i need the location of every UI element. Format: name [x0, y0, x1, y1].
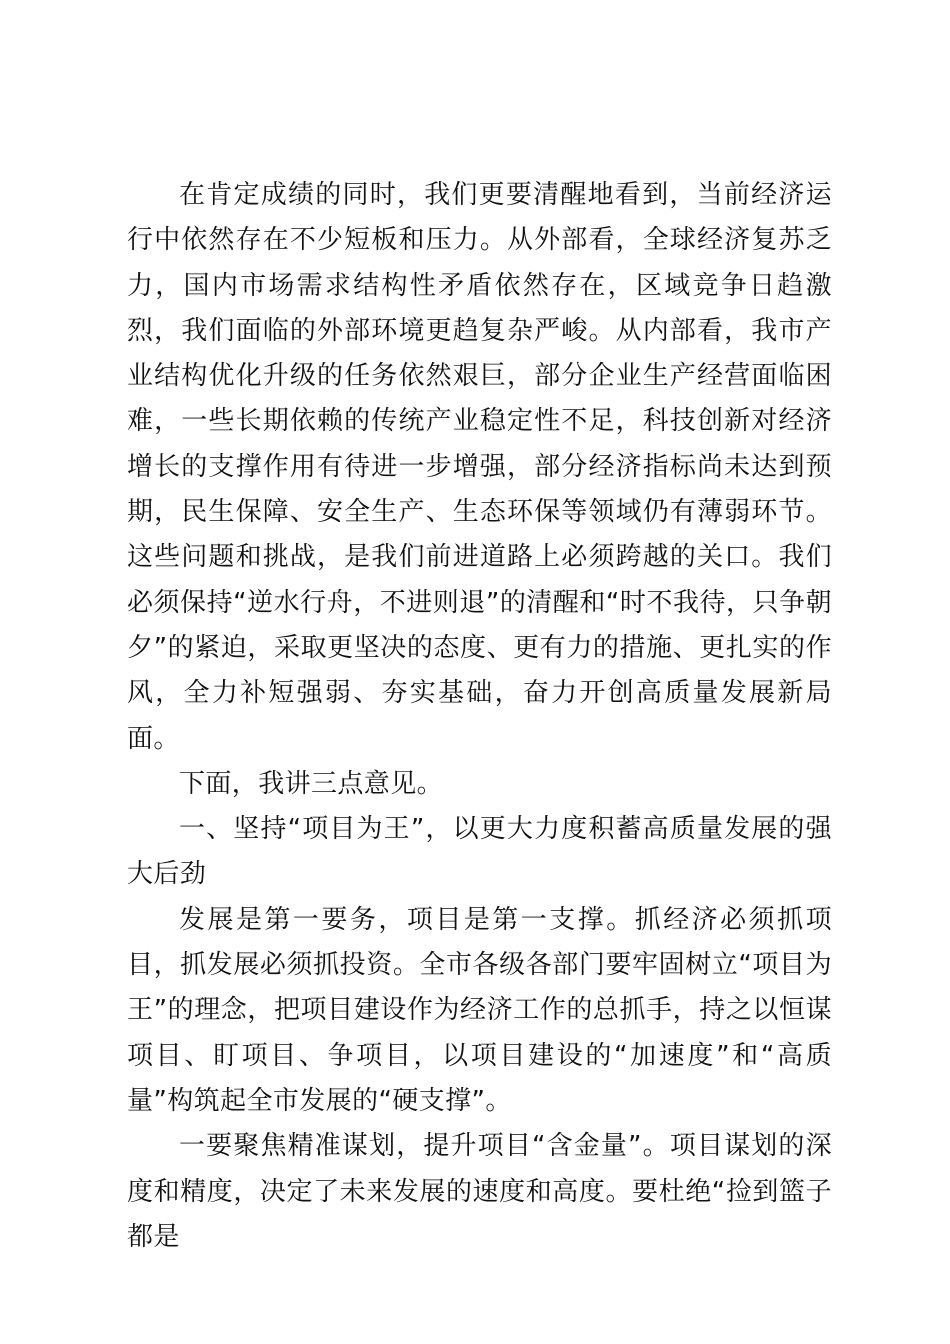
paragraph-project-support: 发展是第一要务，项目是第一支撑。抓经济必须抓项目，抓发展必须抓投资。全市各级各部门要牢固树立“项目为王”的理念，把项目建设作为经济工作的总抓手，持之以恒谋项目、盯项目、争项目，以项目建设的“加速度”和“高质量”构筑起全市发展的“硬支撑”。: [127, 904, 832, 1116]
paragraph-economic-challenges: 在肯定成绩的同时，我们更要清醒地看到，当前经济运行中依然存在不少短板和压力。从外部看，全球经济复苏乏力，国内市场需求结构性矛盾依然存在，区域竞争日趋激烈，我们面临的外部环境更趋复杂严峻。从内部看，我市产业结构优化升级的任务依然艰巨，部分企业生产经营面临困难，一些长期依赖的传统产业稳定性不足，科技创新对经济增长的支撑作用有待进一步增强，部分经济指标尚未达到预期，民生保障、安全生产、生态环保等领域仍有薄弱环节。这些问题和挑战，是我们前进道路上必须跨越的关口。我们必须保持“逆水行舟，不进则退”的清醒和“时不我待，只争朝夕”的紧迫，采取更坚决的态度、更有力的措施、更扎实的作风，全力补短强弱、夯实基础，奋力开创高质量发展新局面。: [127, 180, 832, 754]
document-body: [127, 173, 832, 1260]
paragraph-intro-three-points: 下面，我讲三点意见。: [179, 768, 444, 799]
paragraph-precise-planning: 一要聚焦精准谋划，提升项目“含金量”。项目谋划的深度和精度，决定了未来发展的速度和高度。要杜绝“捡到篮子都是: [127, 1131, 832, 1252]
section-heading-project-first: 一、坚持“项目为王”，以更大力度积蓄高质量发展的强大后劲: [127, 814, 832, 890]
